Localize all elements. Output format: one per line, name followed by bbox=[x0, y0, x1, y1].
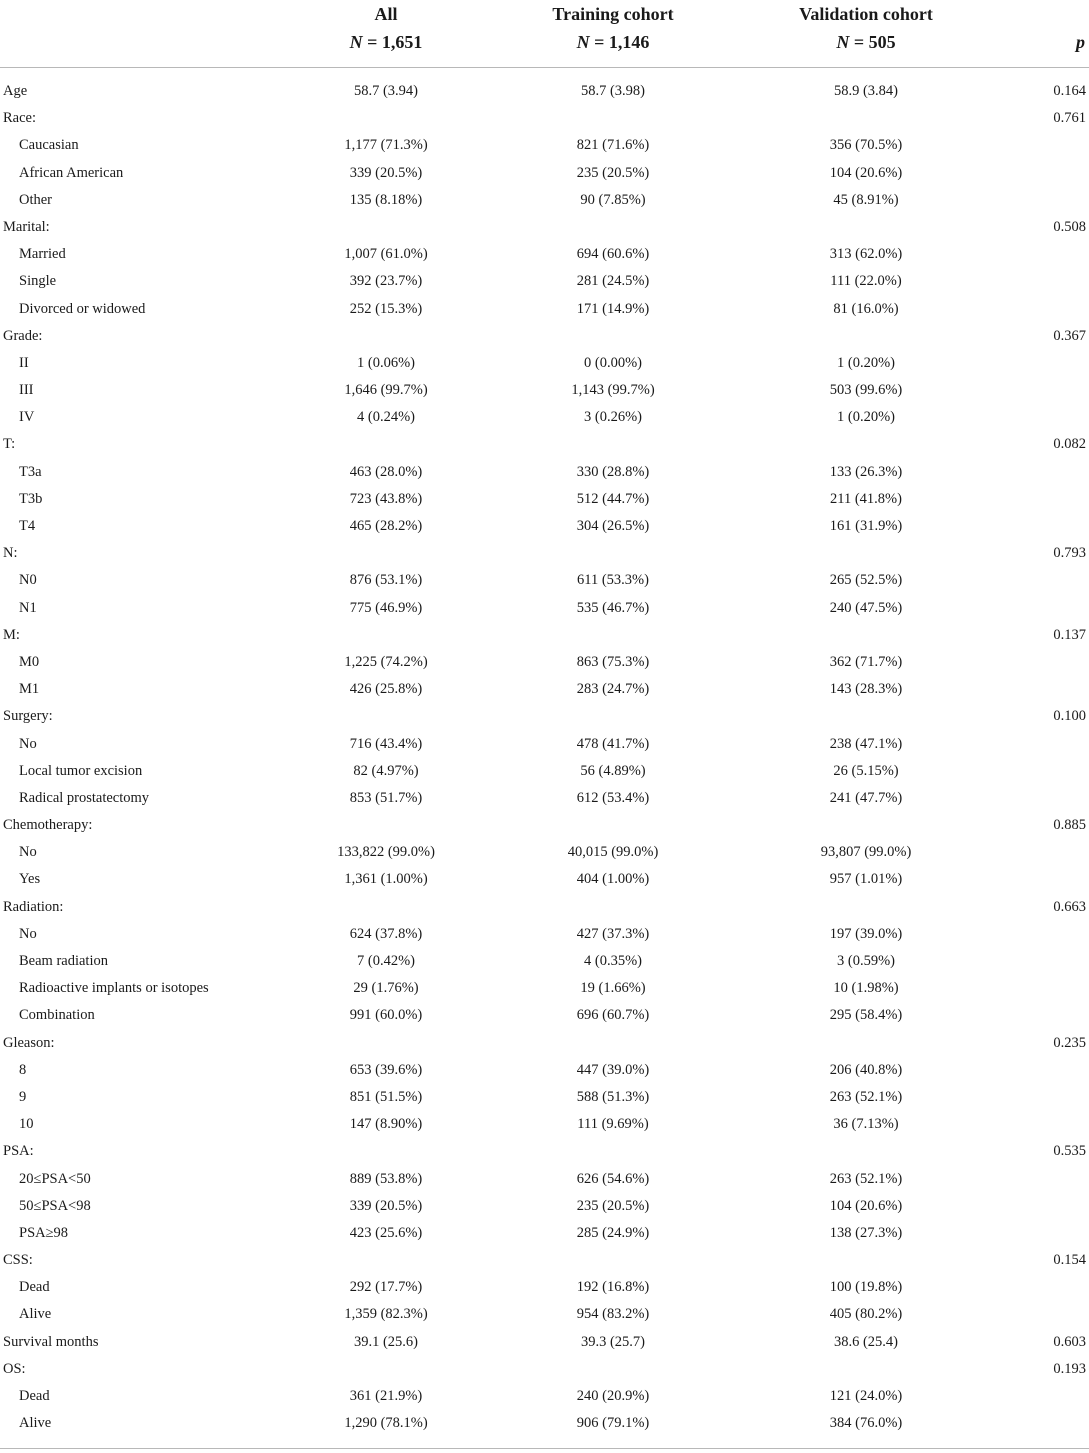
header-all-n-value: = 1,651 bbox=[362, 32, 423, 52]
cell-p-value: 0.137 bbox=[1053, 626, 1086, 643]
table-row-subcategory bbox=[0, 948, 1089, 975]
cell-p-value: 0.603 bbox=[1053, 1333, 1086, 1350]
cell-validation: 10 (1.98%) bbox=[833, 980, 899, 997]
cell-all: 4 (0.24%) bbox=[357, 409, 415, 426]
cell-all: 1,290 (78.1%) bbox=[344, 1415, 428, 1432]
row-label: Married bbox=[19, 246, 66, 263]
row-label: T: bbox=[3, 436, 16, 453]
table-row-subcategory bbox=[0, 377, 1089, 404]
cell-validation: 36 (7.13%) bbox=[833, 1116, 899, 1133]
row-label: Caucasian bbox=[19, 137, 79, 154]
cell-training: 3 (0.26%) bbox=[584, 409, 642, 426]
cell-all: 292 (17.7%) bbox=[349, 1279, 423, 1296]
cell-training: 588 (51.3%) bbox=[576, 1088, 650, 1105]
cell-all: 82 (4.97%) bbox=[353, 762, 419, 779]
cell-all: 423 (25.6%) bbox=[349, 1224, 423, 1241]
table-row-subcategory bbox=[0, 649, 1089, 676]
cell-training: 39.3 (25.7) bbox=[580, 1333, 646, 1350]
table-row-subcategory bbox=[0, 268, 1089, 295]
cell-all: 426 (25.8%) bbox=[349, 681, 423, 698]
cell-validation: 1 (0.20%) bbox=[837, 354, 895, 371]
cell-training: 40,015 (99.0%) bbox=[567, 844, 659, 861]
cell-p-value: 0.082 bbox=[1053, 436, 1086, 453]
row-label: Beam radiation bbox=[19, 953, 108, 969]
cell-p-value: 0.793 bbox=[1053, 545, 1086, 562]
table-row-variable bbox=[0, 105, 1089, 132]
cell-training: 285 (24.9%) bbox=[576, 1224, 650, 1241]
cell-all: 392 (23.7%) bbox=[349, 273, 423, 290]
cell-validation: 206 (40.8%) bbox=[829, 1061, 903, 1078]
cell-training: 235 (20.5%) bbox=[576, 164, 650, 181]
table-row-subcategory bbox=[0, 1084, 1089, 1111]
cell-training: 611 (53.3%) bbox=[577, 572, 649, 589]
header-validation-n-label: N bbox=[836, 32, 850, 52]
row-label: Radical prostatectomy bbox=[19, 789, 150, 806]
cell-all: 339 (20.5%) bbox=[349, 1197, 423, 1214]
cell-training: 304 (26.5%) bbox=[576, 518, 650, 534]
cell-training: 171 (14.9%) bbox=[576, 300, 650, 317]
row-label: III bbox=[19, 382, 34, 399]
cell-all: 29 (1.76%) bbox=[353, 980, 419, 997]
cell-all: 1,646 (99.7%) bbox=[344, 382, 428, 399]
table-row-subcategory bbox=[0, 731, 1089, 758]
row-label: 9 bbox=[19, 1088, 27, 1105]
cell-training: 906 (79.1%) bbox=[576, 1415, 650, 1432]
row-label: N0 bbox=[19, 572, 37, 589]
table-row-variable bbox=[0, 812, 1089, 839]
cell-validation: 240 (47.5%) bbox=[829, 599, 903, 616]
row-label: No bbox=[19, 844, 37, 861]
row-label: Grade: bbox=[3, 327, 43, 344]
row-label: Dead bbox=[19, 1388, 50, 1404]
cell-validation: 313 (62.0%) bbox=[829, 246, 903, 263]
cell-all: 723 (43.8%) bbox=[349, 490, 423, 507]
table-row-variable bbox=[0, 894, 1089, 921]
table-header bbox=[0, 0, 1089, 68]
cell-training: 447 (39.0%) bbox=[576, 1061, 650, 1078]
cell-training: 283 (24.7%) bbox=[576, 681, 650, 698]
cell-all: 624 (37.8%) bbox=[349, 925, 423, 942]
table-row-subcategory bbox=[0, 839, 1089, 866]
row-label: Race: bbox=[3, 110, 37, 127]
cell-training: 4 (0.35%) bbox=[584, 953, 642, 969]
row-label: CSS: bbox=[3, 1252, 33, 1269]
row-label: II bbox=[19, 354, 29, 371]
cell-p-value: 0.193 bbox=[1053, 1360, 1086, 1377]
cell-validation: 104 (20.6%) bbox=[829, 164, 903, 181]
header-training bbox=[513, 0, 713, 56]
cell-validation: 238 (47.1%) bbox=[829, 735, 903, 752]
row-label: Alive bbox=[19, 1415, 52, 1432]
row-label: 50≤PSA<98 bbox=[19, 1197, 91, 1214]
cell-all: 775 (46.9%) bbox=[349, 599, 423, 616]
cell-all: 361 (21.9%) bbox=[349, 1388, 423, 1404]
table-row-subcategory bbox=[0, 1166, 1089, 1193]
table-row-subcategory bbox=[0, 1301, 1089, 1328]
cell-validation: 143 (28.3%) bbox=[829, 681, 903, 698]
row-label: Local tumor excision bbox=[19, 762, 143, 779]
table-row-subcategory bbox=[0, 187, 1089, 214]
cell-validation: 45 (8.91%) bbox=[833, 191, 899, 208]
cell-p-value: 0.535 bbox=[1053, 1143, 1086, 1160]
cell-training: 612 (53.4%) bbox=[576, 789, 650, 806]
header-validation bbox=[766, 0, 966, 56]
row-label: N1 bbox=[19, 599, 37, 616]
table-row-subcategory bbox=[0, 975, 1089, 1002]
table-row-subcategory bbox=[0, 921, 1089, 948]
header-p-value: p bbox=[1076, 32, 1085, 52]
header-all-n bbox=[286, 28, 486, 56]
cell-all: 853 (51.7%) bbox=[349, 789, 423, 806]
table-row-variable bbox=[0, 1030, 1089, 1057]
table-row-subcategory bbox=[0, 1383, 1089, 1410]
cell-validation: 38.6 (25.4) bbox=[833, 1333, 899, 1350]
row-label: OS: bbox=[3, 1360, 26, 1377]
header-validation-n-value: = 505 bbox=[849, 32, 896, 52]
cell-training: 863 (75.3%) bbox=[576, 653, 650, 670]
cell-all: 876 (53.1%) bbox=[349, 572, 423, 589]
table-row-subcategory bbox=[0, 1220, 1089, 1247]
cell-training: 90 (7.85%) bbox=[580, 191, 646, 208]
row-label: Surgery: bbox=[3, 708, 53, 725]
cell-p-value: 0.164 bbox=[1053, 83, 1086, 99]
row-label: Chemotherapy: bbox=[3, 817, 93, 834]
cell-p-value: 0.235 bbox=[1053, 1034, 1086, 1051]
table-row-subcategory bbox=[0, 1057, 1089, 1084]
row-label: Gleason: bbox=[3, 1034, 55, 1051]
table-row-subcategory bbox=[0, 1274, 1089, 1301]
table-row-variable bbox=[0, 431, 1089, 458]
cell-validation: 121 (24.0%) bbox=[829, 1388, 903, 1404]
cell-validation: 161 (31.9%) bbox=[829, 518, 903, 534]
cell-p-value: 0.761 bbox=[1053, 110, 1086, 127]
cell-validation: 503 (99.6%) bbox=[829, 382, 903, 399]
cell-p-value: 0.508 bbox=[1053, 218, 1086, 235]
cell-training: 512 (44.7%) bbox=[576, 490, 650, 507]
table-row-subcategory bbox=[0, 758, 1089, 785]
cell-training: 111 (9.69%) bbox=[577, 1116, 649, 1133]
cell-all: 7 (0.42%) bbox=[357, 953, 415, 969]
table-body bbox=[0, 78, 1089, 1437]
header-training-title: Training cohort bbox=[552, 4, 674, 24]
table-row-variable bbox=[0, 1356, 1089, 1383]
cell-validation: 133 (26.3%) bbox=[829, 463, 903, 480]
row-label: PSA≥98 bbox=[19, 1224, 69, 1241]
row-label: M1 bbox=[19, 681, 40, 698]
row-label: Alive bbox=[19, 1306, 52, 1323]
cell-p-value: 0.885 bbox=[1053, 817, 1086, 834]
cell-all: 465 (28.2%) bbox=[349, 518, 423, 534]
cell-validation: 138 (27.3%) bbox=[829, 1224, 903, 1241]
header-all bbox=[286, 0, 486, 56]
header-training-n bbox=[513, 28, 713, 56]
cell-validation: 405 (80.2%) bbox=[829, 1306, 903, 1323]
cell-all: 1,361 (1.00%) bbox=[344, 871, 428, 888]
cell-validation: 93,807 (99.0%) bbox=[820, 844, 912, 861]
cell-all: 1,007 (61.0%) bbox=[344, 246, 428, 263]
cell-all: 716 (43.4%) bbox=[349, 735, 423, 752]
cell-validation: 58.9 (3.84) bbox=[833, 83, 899, 99]
row-label: M: bbox=[3, 626, 20, 643]
cell-all: 39.1 (25.6) bbox=[353, 1333, 419, 1350]
table-row-subcategory bbox=[0, 595, 1089, 622]
table-row-subcategory bbox=[0, 1002, 1089, 1029]
table-row-variable bbox=[0, 703, 1089, 730]
cell-training: 192 (16.8%) bbox=[576, 1279, 650, 1296]
table-row-variable bbox=[0, 214, 1089, 241]
table-row-subcategory bbox=[0, 459, 1089, 486]
row-label: Single bbox=[19, 273, 57, 290]
table-row-subcategory bbox=[0, 513, 1089, 540]
cell-validation: 211 (41.8%) bbox=[830, 490, 902, 507]
table-row-variable bbox=[0, 323, 1089, 350]
cell-p-value: 0.154 bbox=[1053, 1252, 1086, 1269]
row-label: T3a bbox=[19, 463, 42, 480]
cell-training: 58.7 (3.98) bbox=[580, 83, 646, 99]
cell-all: 252 (15.3%) bbox=[349, 300, 423, 317]
cell-all: 1,225 (74.2%) bbox=[344, 653, 428, 670]
table-row-subcategory bbox=[0, 1410, 1089, 1437]
cell-validation: 3 (0.59%) bbox=[837, 953, 895, 969]
cell-training: 427 (37.3%) bbox=[576, 925, 650, 942]
row-label: Age bbox=[3, 83, 28, 99]
table-row-subcategory bbox=[0, 785, 1089, 812]
cell-validation: 100 (19.8%) bbox=[829, 1279, 903, 1296]
cell-all: 463 (28.0%) bbox=[349, 463, 423, 480]
cell-training: 0 (0.00%) bbox=[584, 354, 642, 371]
cell-training: 235 (20.5%) bbox=[576, 1197, 650, 1214]
cell-validation: 263 (52.1%) bbox=[829, 1170, 903, 1187]
cell-all: 58.7 (3.94) bbox=[353, 83, 419, 99]
row-label: Radiation: bbox=[3, 898, 64, 915]
cell-validation: 104 (20.6%) bbox=[829, 1197, 903, 1214]
row-label: Divorced or widowed bbox=[19, 300, 146, 317]
row-label: IV bbox=[19, 409, 35, 426]
header-validation-title: Validation cohort bbox=[799, 4, 933, 24]
cell-training: 821 (71.6%) bbox=[576, 137, 650, 154]
bottom-rule bbox=[0, 1448, 1089, 1449]
table-row-subcategory bbox=[0, 567, 1089, 594]
row-label: Marital: bbox=[3, 218, 50, 235]
cell-training: 240 (20.9%) bbox=[576, 1388, 650, 1404]
cell-validation: 263 (52.1%) bbox=[829, 1088, 903, 1105]
cell-all: 147 (8.90%) bbox=[349, 1116, 423, 1133]
cell-validation: 265 (52.5%) bbox=[829, 572, 903, 589]
cell-all: 653 (39.6%) bbox=[349, 1061, 423, 1078]
header-validation-n bbox=[766, 28, 966, 56]
table-row-variable bbox=[0, 540, 1089, 567]
cell-training: 694 (60.6%) bbox=[576, 246, 650, 263]
cell-p-value: 0.100 bbox=[1053, 708, 1086, 725]
table-row-variable bbox=[0, 622, 1089, 649]
cell-all: 991 (60.0%) bbox=[349, 1007, 423, 1024]
row-label: N: bbox=[3, 545, 18, 562]
header-all-title: All bbox=[374, 4, 398, 24]
cell-all: 135 (8.18%) bbox=[349, 191, 423, 208]
cell-validation: 384 (76.0%) bbox=[829, 1415, 903, 1432]
cell-validation: 356 (70.5%) bbox=[829, 137, 903, 154]
table-row-subcategory bbox=[0, 1111, 1089, 1138]
cell-validation: 241 (47.7%) bbox=[829, 789, 903, 806]
cell-all: 339 (20.5%) bbox=[349, 164, 423, 181]
table-row-subcategory bbox=[0, 241, 1089, 268]
table-row-subcategory bbox=[0, 404, 1089, 431]
row-label: Radioactive implants or isotopes bbox=[19, 980, 209, 997]
row-label: African American bbox=[19, 164, 124, 181]
cell-training: 56 (4.89%) bbox=[580, 762, 646, 779]
row-label: No bbox=[19, 925, 37, 942]
cell-training: 281 (24.5%) bbox=[576, 273, 650, 290]
row-label: Yes bbox=[19, 871, 41, 888]
row-label: Dead bbox=[19, 1279, 50, 1296]
cell-all: 1 (0.06%) bbox=[357, 354, 415, 371]
header-all-n-label: N bbox=[349, 32, 363, 52]
cell-validation: 362 (71.7%) bbox=[829, 653, 903, 670]
table-row-variable bbox=[0, 1138, 1089, 1165]
cell-validation: 81 (16.0%) bbox=[833, 300, 899, 317]
table-row-subcategory bbox=[0, 866, 1089, 893]
header-training-n-label: N bbox=[576, 32, 590, 52]
cell-training: 1,143 (99.7%) bbox=[571, 382, 655, 399]
row-label: Other bbox=[19, 191, 53, 208]
cell-all: 1,359 (82.3%) bbox=[344, 1306, 428, 1323]
row-label: Combination bbox=[19, 1007, 95, 1024]
cell-all: 1,177 (71.3%) bbox=[344, 137, 428, 154]
cell-validation: 957 (1.01%) bbox=[829, 871, 903, 888]
table-row-subcategory bbox=[0, 132, 1089, 159]
cell-validation: 1 (0.20%) bbox=[837, 409, 895, 426]
table-row-subcategory bbox=[0, 160, 1089, 187]
table-row-variable bbox=[0, 1329, 1089, 1356]
row-label: T4 bbox=[19, 518, 36, 534]
cell-training: 626 (54.6%) bbox=[576, 1170, 650, 1187]
cell-all: 851 (51.5%) bbox=[349, 1088, 423, 1105]
cell-validation: 197 (39.0%) bbox=[829, 925, 903, 942]
cell-all: 133,822 (99.0%) bbox=[337, 844, 435, 861]
cell-validation: 26 (5.15%) bbox=[833, 762, 899, 779]
cell-training: 535 (46.7%) bbox=[576, 599, 650, 616]
cell-training: 19 (1.66%) bbox=[580, 980, 646, 997]
table-row-subcategory bbox=[0, 350, 1089, 377]
cell-all: 889 (53.8%) bbox=[349, 1170, 423, 1187]
row-label: M0 bbox=[19, 653, 40, 670]
row-label: PSA: bbox=[3, 1143, 34, 1160]
cell-validation: 111 (22.0%) bbox=[830, 273, 902, 290]
table-row-subcategory bbox=[0, 486, 1089, 513]
table-row-subcategory bbox=[0, 1193, 1089, 1220]
row-label: No bbox=[19, 735, 37, 752]
cell-training: 478 (41.7%) bbox=[576, 735, 650, 752]
table-row-variable bbox=[0, 1247, 1089, 1274]
cell-p-value: 0.367 bbox=[1053, 327, 1086, 344]
row-label: T3b bbox=[19, 490, 43, 507]
row-label: Survival months bbox=[3, 1333, 99, 1350]
row-label: 20≤PSA<50 bbox=[19, 1170, 91, 1187]
row-label: 8 bbox=[19, 1061, 27, 1078]
cell-p-value: 0.663 bbox=[1053, 898, 1086, 915]
cell-training: 954 (83.2%) bbox=[576, 1306, 650, 1323]
cell-validation: 295 (58.4%) bbox=[829, 1007, 903, 1024]
cell-training: 330 (28.8%) bbox=[576, 463, 650, 480]
table-row-subcategory bbox=[0, 676, 1089, 703]
row-label: 10 bbox=[19, 1116, 34, 1133]
table-row-variable bbox=[0, 78, 1089, 105]
header-training-n-value: = 1,146 bbox=[589, 32, 650, 52]
table-row-subcategory bbox=[0, 296, 1089, 323]
cell-training: 404 (1.00%) bbox=[576, 871, 650, 888]
cell-training: 696 (60.7%) bbox=[576, 1007, 650, 1024]
